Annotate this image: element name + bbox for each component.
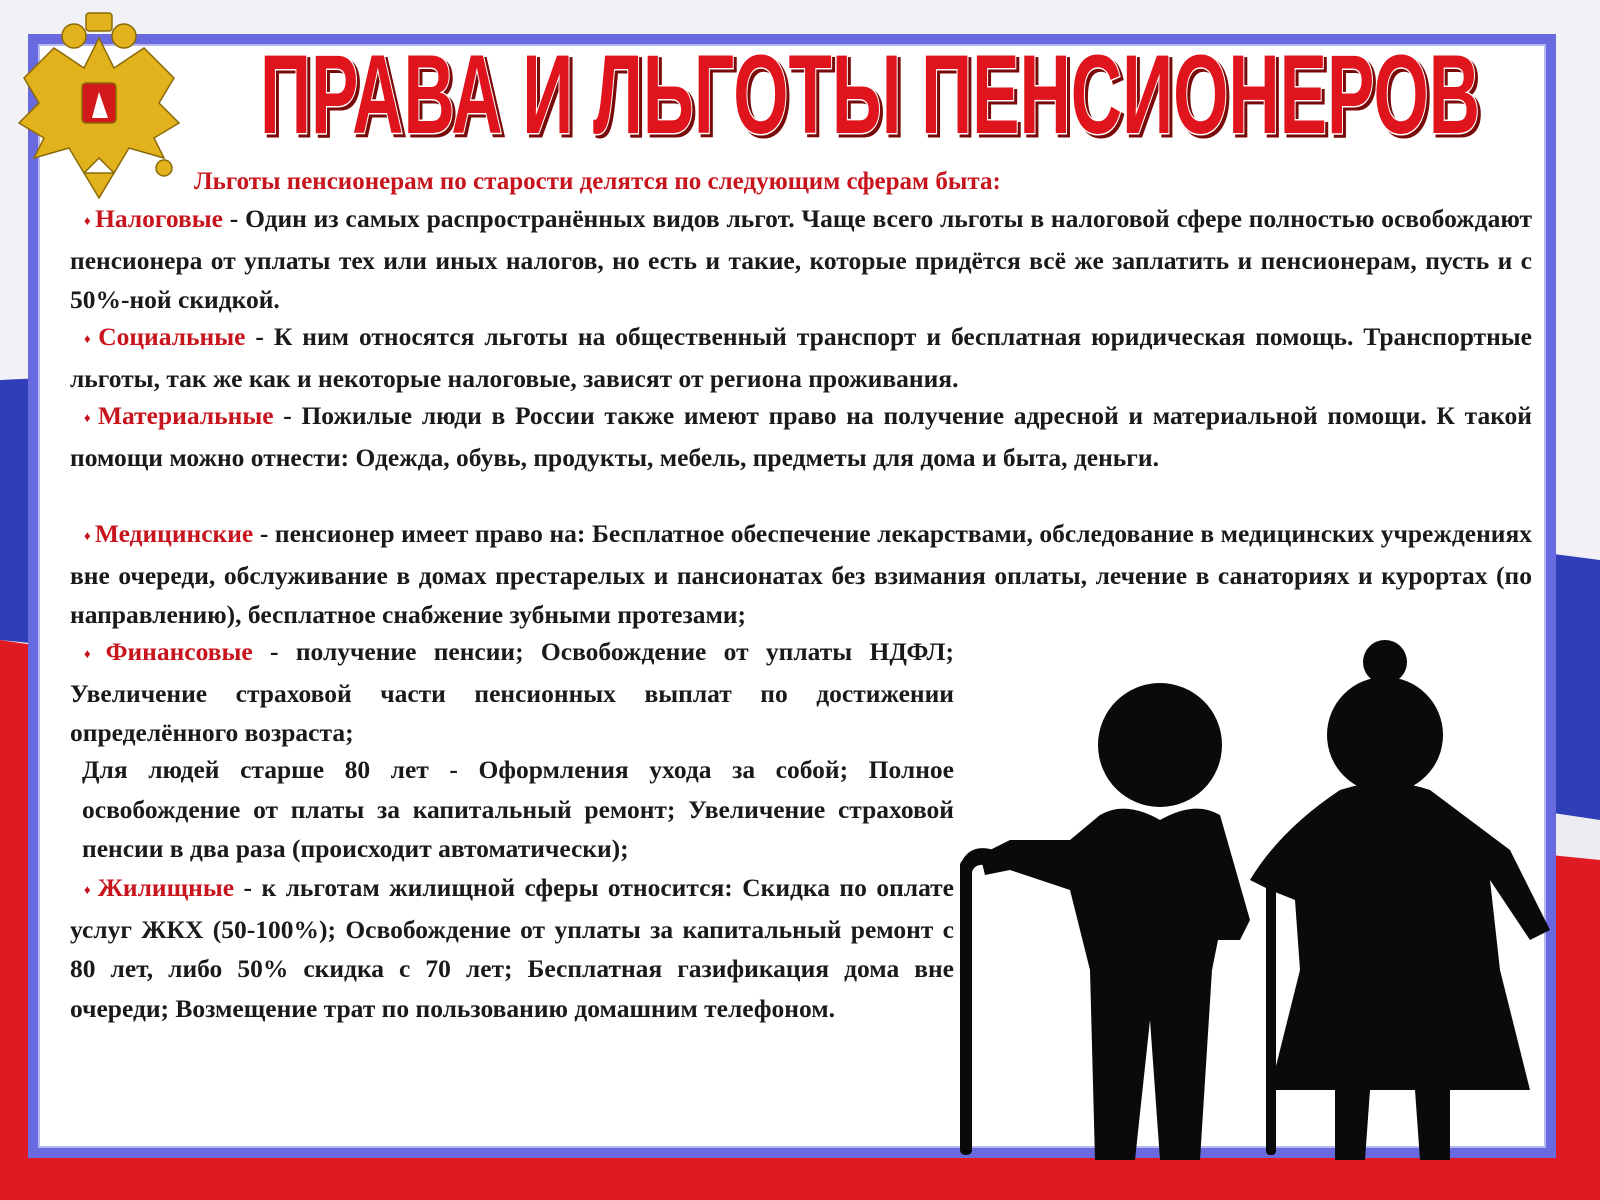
section-financial bbox=[70, 632, 954, 753]
section-text: - Пожилые люди в России также имеют право на получение адресной и материальной помощи. К такой помощи можно отнести: Одежда, обувь, продукты, мебель, предметы для дома и быта, деньги. bbox=[70, 401, 1533, 472]
subtitle: Льготы пенсионерам по старости делятся по следующим сферам быта: bbox=[194, 168, 1001, 195]
section-text: - получение пенсии; Освобождение от уплаты НДФЛ; Увеличение страховой части пенсионных выплат по достижении определённого возраста; bbox=[70, 637, 955, 748]
over-80-note: Для людей старше 80 лет - Оформления ухода за собой; Полное освобождение от платы за капитальный ремонт; Увеличение страховой пенсии в два раза (происходит автоматически); bbox=[82, 755, 954, 863]
page-title bbox=[240, 40, 1500, 150]
section-term: Жилищные bbox=[97, 873, 235, 902]
section-text: - Один из самых распространённых видов льгот. Чаще всего льготы в налоговой сфере полностью освобождают пенсионера от уплаты тех или иных налогов, но есть и такие, которые придётся всё же заплатить и пенсионерам, пусть и с 50%-ной скидкой. bbox=[70, 204, 1532, 315]
diamond-bullet-icon: ♦ bbox=[84, 213, 92, 229]
section-social bbox=[70, 317, 1532, 398]
section-housing bbox=[70, 868, 954, 1028]
diamond-bullet-icon: ♦ bbox=[84, 528, 91, 544]
diamond-bullet-icon: ♦ bbox=[84, 646, 102, 662]
section-text: - К ним относятся льготы на общественный транспорт и бесплатная юридическая помощь. Транспортные льготы, так же как и некоторые налоговые, зависят от региона проживания. bbox=[70, 322, 1532, 393]
russian-coat-of-arms-icon bbox=[14, 8, 184, 203]
section-term: Финансовые bbox=[105, 637, 253, 666]
section-material bbox=[70, 396, 1532, 477]
section-text: - пенсионер имеет право на: Бесплатное обеспечение лекарствами, обследование в медицинских учреждениях вне очереди, обслуживание в домах престарелых и пансионатах без взимания оплаты, лечение в санаториях и курортах (по направлению), бесплатное снабжение зубными протезами; bbox=[70, 519, 1532, 630]
elderly-couple-silhouette-icon bbox=[950, 640, 1570, 1160]
title-text: ПРАВА И ЛЬГОТЫ ПЕНСИОНЕРОВ bbox=[260, 40, 1480, 150]
diamond-bullet-icon: ♦ bbox=[84, 882, 94, 898]
section-term: Медицинские bbox=[94, 519, 254, 548]
section-term: Материальные bbox=[97, 401, 274, 430]
diamond-bullet-icon: ♦ bbox=[84, 410, 94, 426]
section-text: - к льготам жилищной сферы относится: Скидка по оплате услуг ЖКХ (50-100%); Освобождение от уплаты за капитальный ремонт с 80 лет, либо 50% скидка с 70 лет; Бесплатная газификация дома вне очереди; Возмещение трат по пользованию домашним телефоном. bbox=[70, 873, 954, 1023]
section-medical bbox=[70, 514, 1532, 635]
section-term: Налоговые bbox=[95, 204, 223, 233]
section-term: Социальные bbox=[98, 322, 246, 351]
section-tax bbox=[70, 199, 1532, 320]
diamond-bullet-icon: ♦ bbox=[84, 331, 95, 347]
